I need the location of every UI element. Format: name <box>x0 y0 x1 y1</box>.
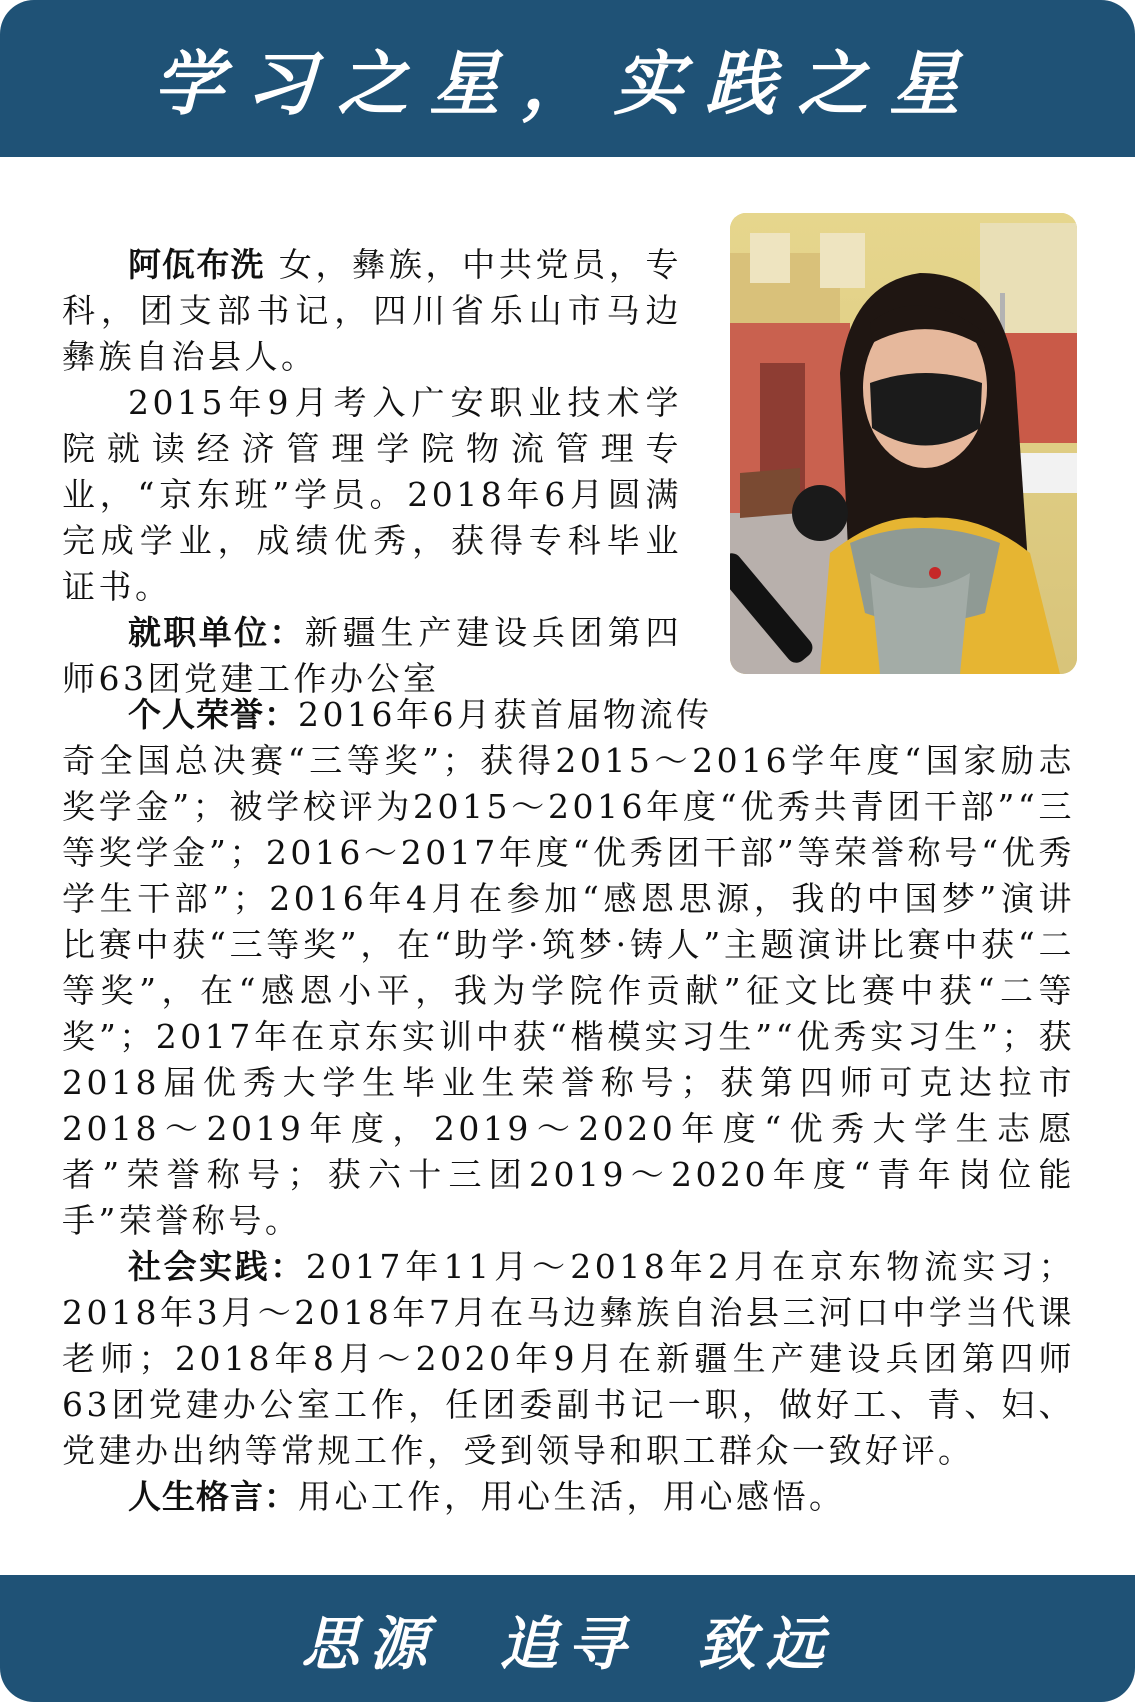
practice-text: 2017年11月～2018年2月在京东物流实习；2018年3月～2018年7月在马边彝族自治县三河口中学当代课老师；2018年8月～2020年9月在新疆生产建设兵团第四师63团党建办公室工作，任团委副书记一职，做好工、青、妇、党建办出纳等常规工作，受到领导和职工群众一致好评。 <box>62 1247 1076 1470</box>
motto-text: 用心工作，用心生活，用心感悟。 <box>298 1477 846 1516</box>
employer-label: 就职单位： <box>128 613 305 652</box>
education-paragraph: 2015年9月考入广安职业技术学院就读经济管理学院物流管理专业，“京东班”学员。2018年6月圆满完成学业，成绩优秀，获得专科毕业证书。 <box>62 383 682 606</box>
honors-paragraph <box>62 692 1075 1244</box>
honors-text-line1: 2016年6月获首届物流传 <box>298 695 713 734</box>
header-title: 学习之星，实践之星 <box>153 42 982 125</box>
profile-text-bottom <box>62 692 1075 1520</box>
motto-label: 人生格言： <box>128 1477 298 1516</box>
practice-label: 社会实践： <box>128 1247 306 1286</box>
motto-paragraph <box>62 1474 1075 1520</box>
intro-text: 女，彝族，中共党员，专科，团支部书记，四川省乐山市马边彝族自治县人。 <box>62 245 683 376</box>
honors-label: 个人荣誉： <box>128 695 298 734</box>
intro-paragraph <box>62 242 682 380</box>
header-banner <box>0 0 1135 157</box>
profile-text-top <box>62 242 1075 702</box>
footer-banner <box>0 1575 1135 1702</box>
employer-paragraph <box>62 610 682 702</box>
employer-text: 新疆生产建设兵团第四师63团党建工作办公室 <box>62 613 683 698</box>
honors-text: 奇全国总决赛“三等奖”；获得2015～2016学年度“国家励志奖学金”；被学校评为2015～2016年度“优秀共青团干部”“三等奖学金”；2016～2017年度“优秀团干部”等荣誉称号“优秀学生干部”；2016年4月在参加“感恩思源，我的中国梦”演讲比赛中获“三等奖”，在“助学·筑梦·铸人”主题演讲比赛中获“二等奖”，在“感恩小平，我为学院作贡献”征文比赛中获“二等奖”；2017年在京东实训中获“楷模实习生”“优秀实习生”；获2018届优秀大学生毕业生荣誉称号；获第四师可克达拉市2018～2019年度，2019～2020年度“优秀大学生志愿者”荣誉称号；获六十三团2019～2020年度“青年岗位能手”荣誉称号。 <box>62 741 1075 1240</box>
person-name: 阿佤布洗 <box>128 245 265 284</box>
practice-paragraph <box>62 1244 1075 1474</box>
footer-slogan: 思源 追寻 致远 <box>301 1609 834 1678</box>
